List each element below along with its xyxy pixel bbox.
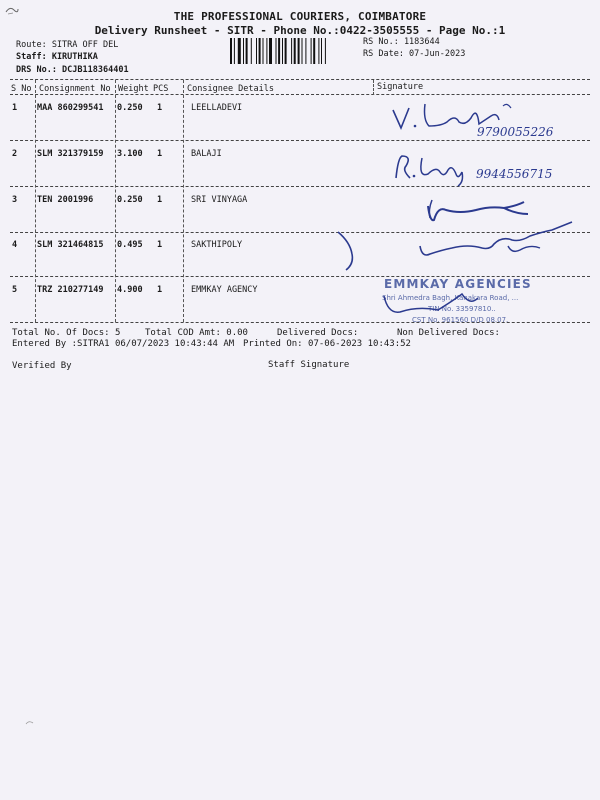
company-stamp-image	[378, 276, 590, 326]
column-divider	[115, 80, 116, 322]
svg-text:TIN No. 33597810..: TIN No. 33597810..	[428, 305, 496, 313]
entered-by: Entered By :SITRA1 06/07/2023 10:43:44 AM	[12, 339, 235, 349]
delivered-docs: Delivered Docs:	[277, 328, 359, 338]
barcode-bar	[291, 38, 292, 64]
svg-text:Shri Ahmedra Bagh, Kanakara Ro: Shri Ahmedra Bagh, Kanakara Road, ...	[382, 294, 519, 302]
column-divider	[35, 80, 36, 322]
signature-row2-image	[392, 148, 592, 188]
column-divider	[183, 80, 184, 322]
col-header-pcs: PCS	[153, 84, 169, 94]
runsheet-subtitle: Delivery Runsheet - SITR - Phone No.:0422-3505555 - Page No.:1	[94, 24, 506, 37]
row-pcs: 1	[157, 103, 163, 113]
barcode-bar	[276, 38, 277, 64]
column-divider	[373, 80, 374, 95]
barcode-bar	[251, 38, 252, 64]
barcode-bar	[318, 38, 319, 64]
total-docs: Total No. Of Docs: 5	[12, 328, 121, 338]
table-top-rule	[10, 79, 590, 80]
drs-number: DRS No.: DCJB118364401	[16, 65, 129, 75]
col-header-consignee: Consignee Details	[187, 84, 274, 94]
row-pcs: 1	[157, 149, 163, 159]
barcode-bar	[259, 38, 261, 64]
row-sno: 3	[12, 195, 18, 205]
row-consignment: MAA 860299541	[37, 103, 104, 113]
row-weight: 4.900	[117, 285, 143, 295]
row-pcs: 1	[157, 195, 163, 205]
svg-text:EMMKAY AGENCIES: EMMKAY AGENCIES	[384, 277, 532, 291]
barcode-bar	[285, 38, 287, 64]
row-consignee: BALAJI	[191, 149, 222, 159]
row-weight: 0.250	[117, 103, 143, 113]
row-weight: 3.100	[117, 149, 143, 159]
row-consignment: SLM 321379159	[37, 149, 104, 159]
col-header-signature: Signature	[377, 82, 424, 92]
barcode-bar	[325, 38, 326, 64]
row-pcs: 1	[157, 285, 163, 295]
row-consignment: TRZ 210277149	[37, 285, 104, 295]
barcode-bar	[243, 38, 244, 64]
barcode-bar	[305, 38, 306, 64]
scan-mark-icon	[4, 4, 20, 18]
svg-text:CST No. 961560 D/D 08.07.: CST No. 961560 D/D 08.07.	[412, 316, 509, 324]
rs-date: RS Date: 07-Jun-2023	[363, 49, 466, 59]
row-consignee: SAKTHIPOLY	[191, 240, 243, 250]
row-consignee: EMMKAY AGENCY	[191, 285, 258, 295]
row-sno: 2	[12, 149, 18, 159]
row-sno: 1	[12, 103, 18, 113]
route-label: Route: SITRA OFF DEL	[16, 40, 119, 50]
row-consignee: LEELLADEVI	[191, 103, 243, 113]
barcode-bar	[321, 38, 322, 64]
signature-row4-image	[412, 214, 584, 264]
col-header-weight: Weight	[118, 84, 149, 94]
table-header-rule	[10, 94, 590, 95]
barcode-bar	[298, 38, 300, 64]
printed-on: Printed On: 07-06-2023 10:43:52	[243, 339, 411, 349]
signature-row2-phone: 9944556715	[476, 167, 553, 181]
barcode-bar	[263, 38, 264, 64]
barcode-bar	[246, 38, 248, 64]
barcode-bar	[278, 38, 280, 64]
row-consignment: TEN 2001996	[37, 195, 94, 205]
paper-speck-icon	[24, 718, 36, 728]
row-weight: 0.250	[117, 195, 143, 205]
barcode-bar	[311, 38, 312, 64]
scribble-mark-image	[330, 228, 380, 274]
barcode-bar	[302, 38, 303, 64]
barcode-bar	[238, 38, 241, 64]
staff-signature-label: Staff Signature	[268, 360, 350, 370]
barcode-image	[230, 38, 358, 64]
company-title: THE PROFESSIONAL COURIERS, COIMBATORE	[173, 10, 427, 23]
barcode-bar	[256, 38, 257, 64]
col-header-consignment: Consignment No	[39, 84, 111, 94]
row-sno: 5	[12, 285, 18, 295]
rs-number: RS No.: 1183644	[363, 37, 440, 47]
verified-by: Verified By	[12, 361, 72, 371]
barcode-bar	[266, 38, 267, 64]
barcode-bar	[294, 38, 296, 64]
col-header-sno: S No	[11, 84, 32, 94]
row-consignee: SRI VINYAGA	[191, 195, 248, 205]
barcode-bar	[234, 38, 235, 64]
total-cod: Total COD Amt: 0.00	[145, 328, 248, 338]
staff-label: Staff: KIRUTHIKA	[16, 52, 98, 62]
barcode-bar	[313, 38, 315, 64]
row-weight: 0.495	[117, 240, 143, 250]
barcode-bar	[269, 38, 272, 64]
barcode-bar	[282, 38, 283, 64]
barcode-bar	[230, 38, 232, 64]
signature-row1-phone: 9790055226	[477, 125, 554, 139]
non-delivered-docs: Non Delivered Docs:	[397, 328, 500, 338]
signature-row1-image	[385, 96, 585, 144]
row-consignment: SLM 321464815	[37, 240, 104, 250]
row-sno: 4	[12, 240, 18, 250]
row-pcs: 1	[157, 240, 163, 250]
